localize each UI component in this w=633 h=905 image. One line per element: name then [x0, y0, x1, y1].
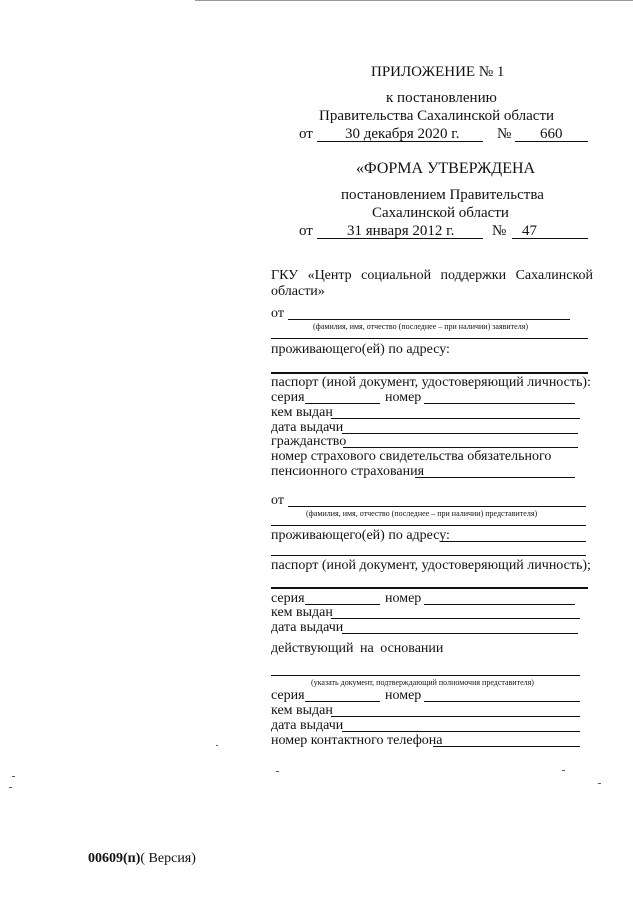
- approval-number-label: №: [492, 223, 507, 239]
- rep-address-line[interactable]: [440, 541, 586, 542]
- rep-series2-label: серия: [271, 688, 305, 703]
- applicant-issue-date-line[interactable]: [342, 433, 578, 434]
- rep-number-line[interactable]: [424, 604, 575, 605]
- applicant-issued-by-label: кем выдан: [271, 405, 333, 420]
- applicant-series-label: серия: [271, 390, 305, 405]
- scan-speck: [598, 783, 601, 784]
- header-number-label: №: [497, 126, 512, 142]
- footer-code-number: 00609(п): [88, 851, 141, 866]
- scan-edge: [195, 0, 633, 1]
- approval-date: 31 января 2012 г.: [347, 223, 455, 239]
- approval-from-label: от: [299, 223, 313, 239]
- rep-issued-by-label: кем выдан: [271, 605, 333, 620]
- applicant-name-line2[interactable]: [271, 338, 588, 339]
- approval-number: 47: [522, 223, 537, 239]
- rep-acting-label: действующий на основании: [271, 641, 444, 656]
- scan-speck: [9, 787, 12, 788]
- applicant-number-line[interactable]: [424, 403, 575, 404]
- appendix-title: ПРИЛОЖЕНИЕ № 1: [371, 64, 505, 80]
- applicant-insurance-field[interactable]: [415, 477, 575, 478]
- rep-number-label: номер: [385, 591, 422, 606]
- rep-issue-date-line[interactable]: [342, 633, 578, 634]
- applicant-issue-date-label: дата выдачи: [271, 420, 344, 435]
- rep-passport-line[interactable]: [271, 587, 588, 589]
- applicant-issued-by-line[interactable]: [331, 418, 580, 419]
- applicant-address-line[interactable]: [271, 372, 588, 374]
- rep-name-hint: (фамилия, имя, отчество (последнее – при наличии) представителя): [306, 509, 538, 518]
- applicant-citizenship-line[interactable]: [343, 447, 578, 448]
- header-date: 30 декабря 2020 г.: [345, 126, 460, 142]
- rep-series2-line[interactable]: [305, 701, 380, 702]
- rep-passport-label: паспорт (иной документ, удостоверяющий личность);: [271, 558, 591, 573]
- scan-speck: [216, 745, 218, 746]
- applicant-address-label: проживающего(ей) по адресу:: [271, 342, 450, 357]
- rep-basis-hint: (указать документ, подтверждающий полномочия представителя): [311, 678, 534, 687]
- applicant-insurance-line1: номер страхового свидетельства обязательного: [271, 449, 552, 464]
- applicant-from-label: от: [271, 306, 284, 321]
- rep-issue-date-label: дата выдачи: [271, 620, 344, 635]
- rep-phone-label: номер контактного телефона: [271, 733, 443, 748]
- rep-address-label: проживающего(ей) по адресу:: [271, 528, 450, 543]
- applicant-name-line[interactable]: [288, 319, 570, 320]
- rep-issue-date2-label: дата выдачи: [271, 718, 344, 733]
- to-resolution-text: к постановлению: [386, 90, 497, 106]
- header-from-label: от: [299, 126, 313, 142]
- rep-basis-line[interactable]: [271, 675, 580, 676]
- rep-name-line[interactable]: [288, 506, 586, 507]
- applicant-series-line[interactable]: [305, 403, 380, 404]
- approval-title: «ФОРМА УТВЕРЖДЕНА: [356, 160, 536, 177]
- applicant-name-hint: (фамилия, имя, отчество (последнее – при наличии) заявителя): [313, 322, 529, 331]
- applicant-citizenship-label: гражданство: [271, 434, 347, 449]
- rep-number2-line[interactable]: [424, 701, 580, 702]
- header-number: 660: [540, 126, 563, 142]
- government-text: Правительства Сахалинской области: [319, 108, 555, 124]
- applicant-number-label: номер: [385, 390, 422, 405]
- rep-number2-label: номер: [385, 688, 422, 703]
- addressee-line2: области»: [271, 284, 325, 299]
- approval-line2: Сахалинской области: [372, 205, 509, 221]
- scan-speck: [276, 771, 279, 772]
- footer-code: [88, 851, 196, 867]
- rep-issued-by2-line[interactable]: [331, 716, 580, 717]
- rep-issued-by-line[interactable]: [331, 618, 580, 619]
- footer-version: ( Версия): [140, 851, 196, 866]
- applicant-insurance-line2: пенсионного страхования: [271, 464, 425, 479]
- scan-speck: [12, 776, 15, 777]
- rep-series-label: серия: [271, 591, 305, 606]
- scan-speck: [562, 770, 565, 771]
- rep-phone-line[interactable]: [433, 746, 580, 747]
- rep-name-line2[interactable]: [271, 525, 586, 526]
- rep-issued-by2-label: кем выдан: [271, 703, 333, 718]
- rep-address-line2[interactable]: [271, 555, 586, 556]
- rep-from-label: от: [271, 493, 284, 508]
- approval-line1: постановлением Правительства: [341, 187, 544, 203]
- addressee-line1: ГКУ «Центр социальной поддержки Сахалинской: [271, 268, 594, 283]
- rep-issue-date2-line[interactable]: [342, 731, 580, 732]
- applicant-passport-label: паспорт (иной документ, удостоверяющий личность):: [271, 375, 591, 390]
